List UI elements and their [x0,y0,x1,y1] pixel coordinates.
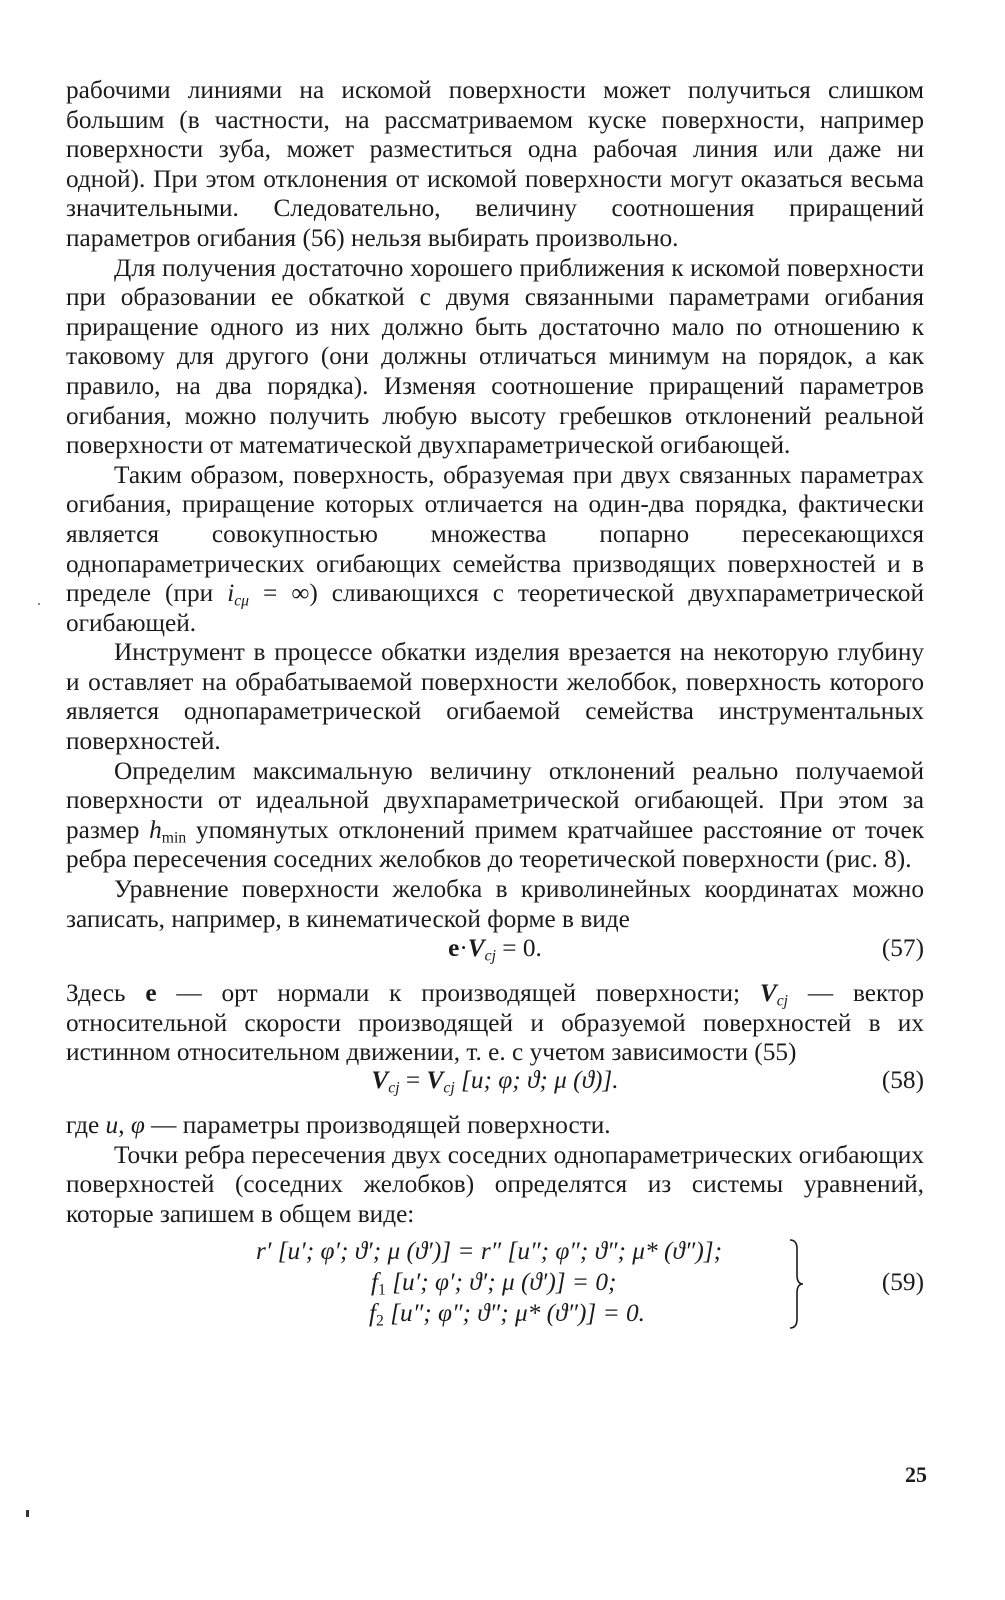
paragraph-6: Уравнение поверхности желобка в криволинейных координатах можно записать, например, в кинематической форме в виде [66,875,924,933]
equation-59 [66,1237,924,1333]
equation-59-number: (59) [881,1268,924,1297]
paragraph-2: Для получения достаточно хорошего приближения к искомой поверхности при образовании ее обкаткой с двумя связанными параметрами огибания приращение одного из них должно быть достаточно мало по отношению к таковому для другого (они должны отличаться минимум на порядок, а как правило, на два порядка). Изменяя соотношение приращений параметров огибания, можно получить любую высоту гребешков отклонений реальной поверхности от математической двухпараметрической огибающей. [66,253,924,460]
scan-speck-small [38,603,40,605]
body-text [66,76,924,1333]
paragraph-5-text-a: Определим максимальную величину отклонений реально получаемой поверхности от идеальной двухпараметрической огибающей. При этом за размер [66,756,924,844]
equation-57 [66,934,924,967]
equation-58 [66,1066,924,1099]
page-number: 25 [905,1462,927,1487]
paragraph-4: Инструмент в процессе обкатки изделия врезается на некоторую глубину и оставляет на обрабатываемой поверхности желоббок, поверхность которого является однопараметрической огибаемой семейства инструментальных поверхностей. [66,638,924,756]
paragraph-1: рабочими линиями на искомой поверхности может получиться слишком большим (в частности, на рассматриваемом куске поверхности, например поверхности зуба, может разместиться одна рабочая линия или даже ни одной). При этом отклонения от искомой поверхности могут оказаться весьма значительными. Следовательно, величину соотношения приращений параметров огибания (56) нельзя выбирать произвольно. [66,76,924,252]
symbol-i-c-mu: $i_{c\mu}$ [227,579,250,610]
scan-speck [26,1510,29,1517]
equation-58-number: (58) [881,1066,924,1094]
equation-59-line-2: $f_1$ [u′; φ′; ϑ′; μ (ϑ′)] = 0; [371,1268,617,1300]
paragraph-5-text-b: упомянутых отклонений примем кратчайшее расстояние от точек ребра пересечения соседних желобков до теоретической поверхности (рис. 8). [66,815,924,874]
symbol-h-min: $h_{min}$ [149,815,187,847]
paragraph-8: где u, φ — параметры производящей поверхности. [66,1111,611,1139]
equation-58-body: $V_{cj} = V_{cj}$ [u; φ; ϑ; μ (ϑ)]. [371,1066,619,1097]
paragraph-9: Точки ребра пересечения двух соседних однопараметрических огибающих поверхностей (соседних желобков) определятся из системы уравнений, которые запишем в общем виде: [66,1140,924,1228]
paragraph-3-text-a: Таким образом, поверхность, образуемая при двух связанных параметрах огибания, приращение которых отличается на один-два порядка, фактически является совокупностью множества попарно пересекающихся однопараметрических огибающих семейства призводящих поверхностей и в пределе (при [66,460,924,608]
paragraph-3-text-b: = ∞) сливающихся с теоретической двухпараметрической огибающей. [66,579,925,637]
paragraph-5 [66,757,924,875]
equation-59-line-3: $f_2$ [u″; φ″; ϑ″; μ* (ϑ″)] = 0. [369,1299,645,1331]
equation-57-number: (57) [881,934,924,963]
equation-59-line-1: r′ [u′; φ′; ϑ′; μ (ϑ′)] = r″ [u″; φ″; ϑ″; μ* (ϑ″)]; [256,1237,723,1266]
paragraph-3 [66,461,924,639]
right-brace-icon [788,1239,804,1329]
paragraph-7: Здесь e — орт нормали к производящей поверхности; $V_{cj}$ — вектор относительной скорости производящей и образуемой поверхностей в их истинном относительном движении, т. е. с учетом зависимости (55) [66,979,924,1067]
equation-57-body: $e\cdot V_{cj} = 0$. [448,934,542,965]
